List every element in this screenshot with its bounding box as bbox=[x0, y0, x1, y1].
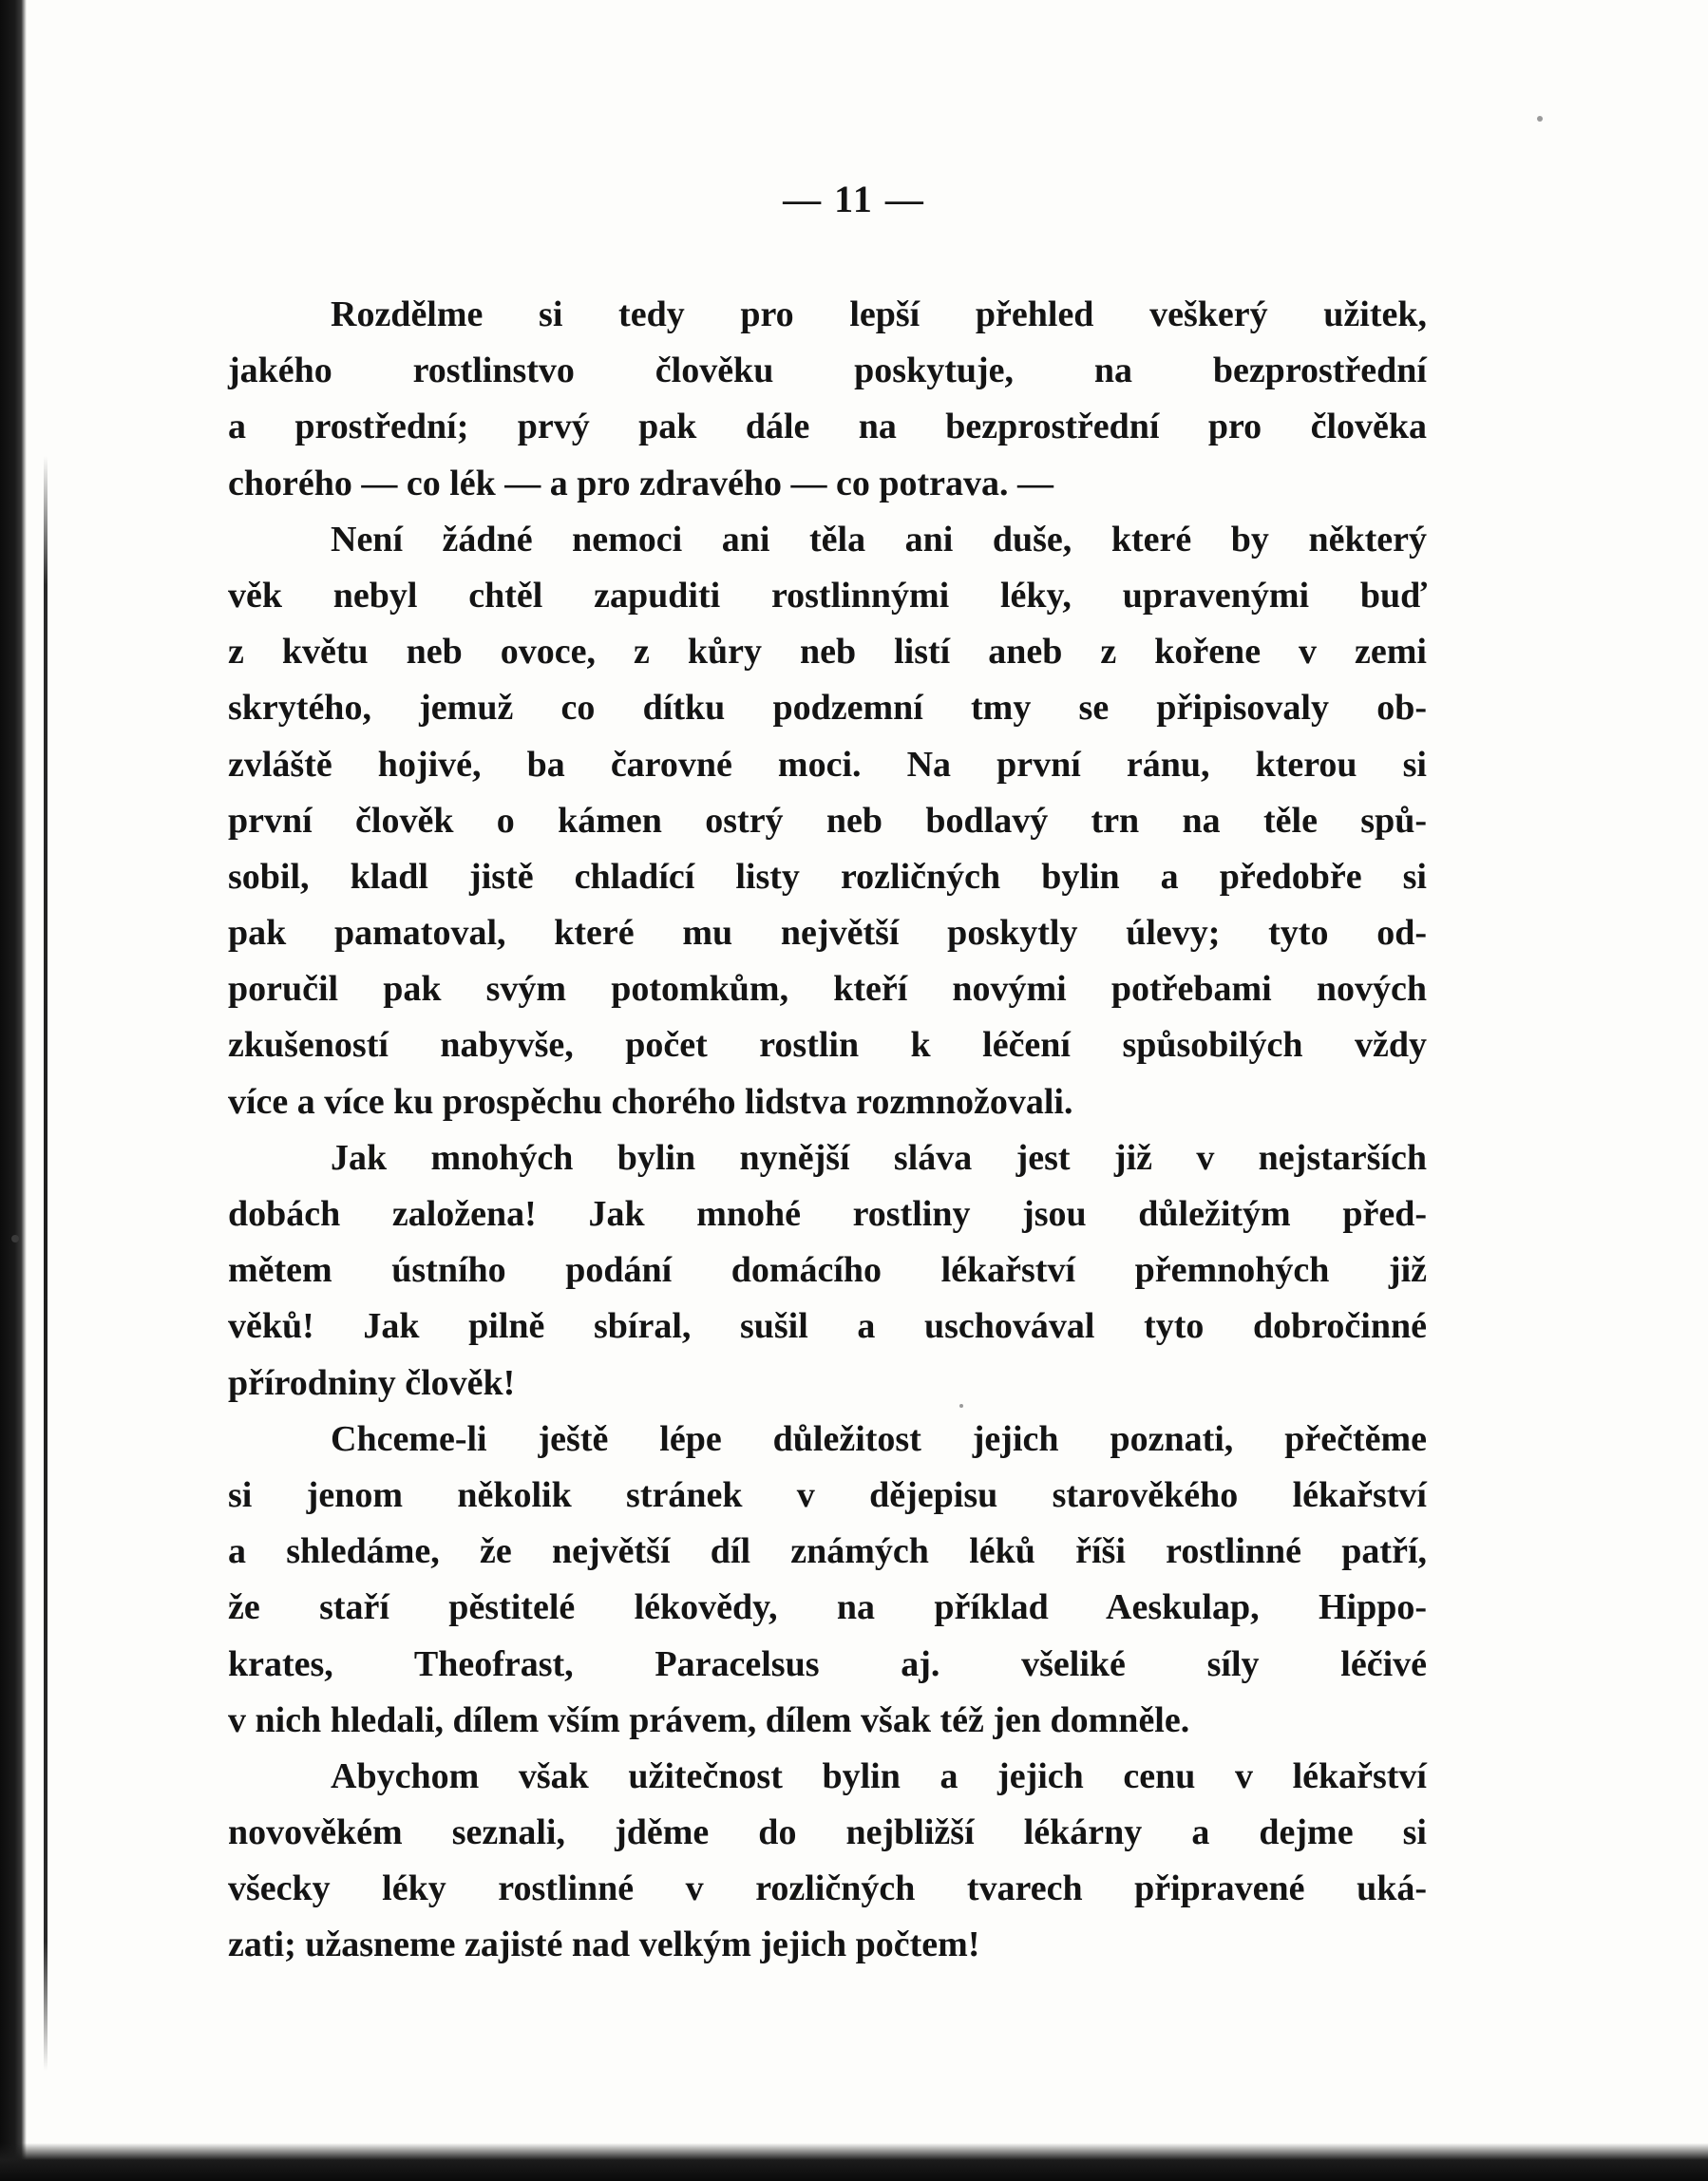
text-line: a shledáme, že největší díl známých léků říši rostlinné patří, bbox=[228, 1531, 1427, 1572]
text-line: pak pamatoval, které mu největší poskytly úlevy; tyto od- bbox=[228, 913, 1427, 954]
text-line: a prostřední; prvý pak dále na bezprostřední pro člověka bbox=[228, 407, 1427, 447]
text-line: chorého — co lék — a pro zdravého — co potrava. — bbox=[228, 463, 1053, 503]
page-number: — 11 — bbox=[783, 178, 925, 220]
text-line: věk nebyl chtěl zapuditi rostlinnými léky, upravenými buď bbox=[228, 575, 1427, 616]
text-line: z květu neb ovoce, z kůry neb listí aneb z kořene v zemi bbox=[228, 632, 1427, 673]
paragraph bbox=[228, 1749, 1427, 1974]
text-line: všecky léky rostlinné v rozličných tvarech připravené uká- bbox=[228, 1868, 1427, 1909]
paragraph bbox=[228, 287, 1427, 512]
dust-speck bbox=[11, 1235, 19, 1242]
text-line: poručil pak svým potomkům, kteří novými potřebami nových bbox=[228, 969, 1427, 1010]
text-line: si jenom několik stránek v dějepisu starověkého lékařství bbox=[228, 1474, 1427, 1515]
text-line: první člověk o kámen ostrý neb bodlavý trn na těle spů- bbox=[228, 800, 1427, 841]
text-line: jakého rostlinstvo člověku poskytuje, na bezprostřední bbox=[228, 351, 1427, 391]
text-line: sobil, kladl jistě chladící listy rozličných bylin a předobře si bbox=[228, 856, 1427, 897]
text-line: zkušeností nabyvše, počet rostlin k léčení spůsobilých vždy bbox=[228, 1025, 1427, 1066]
paragraph bbox=[228, 1412, 1427, 1749]
text-line: Rozdělme si tedy pro lepší přehled veškerý užitek, bbox=[331, 294, 1427, 334]
text-line: zvláště hojivé, ba čarovné moci. Na první ránu, kterou si bbox=[228, 744, 1427, 785]
text-line: že staří pěstitelé lékovědy, na příklad Aeskulap, Hippo- bbox=[228, 1587, 1427, 1628]
text-line: Jak mnohých bylin nynější sláva jest již v nejstarších bbox=[331, 1137, 1427, 1178]
text-line: Abychom však užitečnost bylin a jejich cenu v lékařství bbox=[331, 1755, 1427, 1796]
body-text bbox=[228, 287, 1427, 1974]
text-line: skrytého, jemuž co dítku podzemní tmy se připisovaly ob- bbox=[228, 688, 1427, 729]
dust-speck bbox=[1537, 116, 1543, 122]
text-line: mětem ústního podání domácího lékařství přemnohých již bbox=[228, 1250, 1427, 1291]
text-line: přírodniny člověk! bbox=[228, 1362, 516, 1403]
text-line: v nich hledali, dílem vším právem, dílem však též jen domněle. bbox=[228, 1699, 1190, 1740]
text-line: dobách založena! Jak mnohé rostliny jsou důležitým před- bbox=[228, 1194, 1427, 1234]
text-line: krates, Theofrast, Paracelsus aj. všeliké síly léčivé bbox=[228, 1643, 1427, 1684]
binding-shadow bbox=[0, 0, 27, 2181]
binding-line bbox=[44, 456, 47, 2071]
paragraph bbox=[228, 1130, 1427, 1412]
bottom-shadow bbox=[0, 2143, 1708, 2181]
paragraph bbox=[228, 512, 1427, 1130]
text-line: Chceme-li ještě lépe důležitost jejich poznati, přečtěme bbox=[331, 1418, 1427, 1459]
text-line: Není žádné nemoci ani těla ani duše, které by některý bbox=[331, 519, 1427, 559]
text-line: novověkém seznali, jděme do nejbližší lékárny a dejme si bbox=[228, 1812, 1427, 1853]
text-line: více a více ku prospěchu chorého lidstva rozmnožovali. bbox=[228, 1081, 1073, 1122]
text-line: zati; užasneme zajisté nad velkým jejich počtem! bbox=[228, 1925, 980, 1965]
text-line: věků! Jak pilně sbíral, sušil a uschovával tyto dobročinné bbox=[228, 1306, 1427, 1347]
